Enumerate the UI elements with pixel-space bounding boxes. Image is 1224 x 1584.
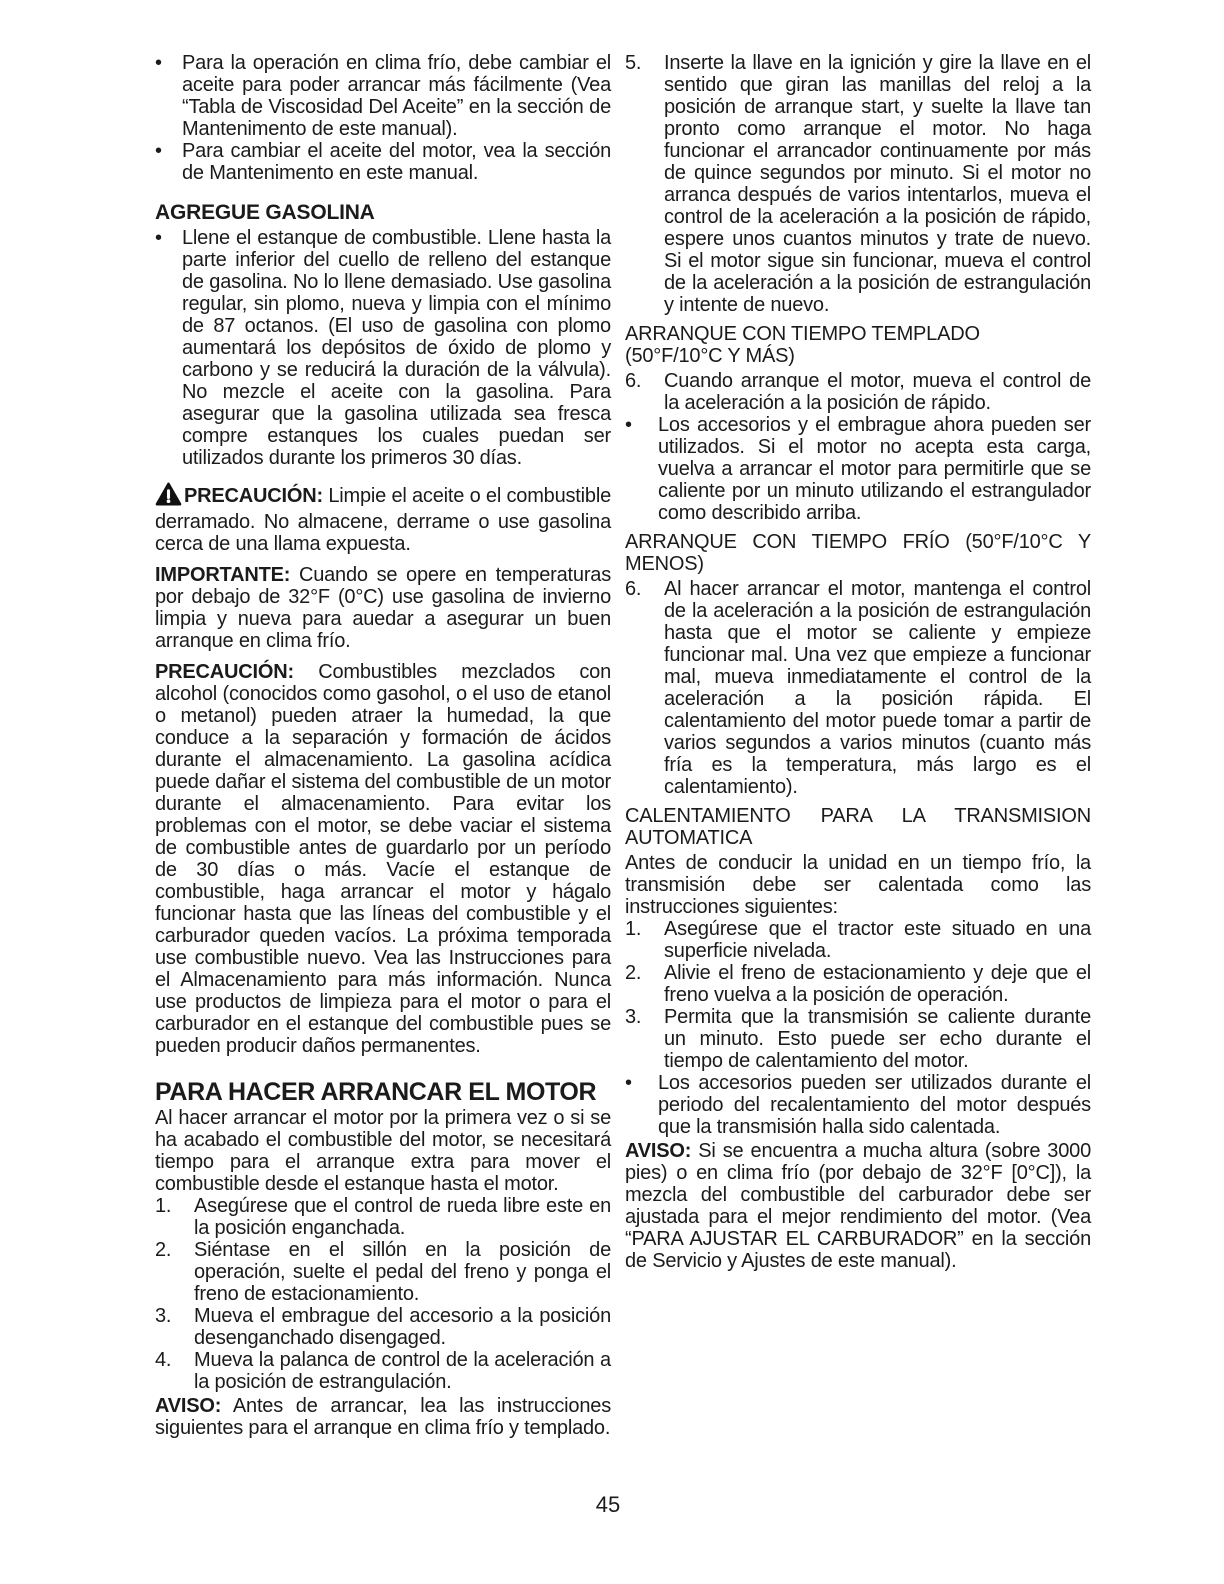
warmup-step-2 [625,962,1091,1006]
calentamiento-intro: Antes de conducir la unidad en un tiempo frío, la transmisión debe ser calentada como las instrucciones siguientes: [625,852,1091,918]
bullet-icon: • [155,52,162,74]
warmup-step-1 [625,918,1091,962]
aviso-note-right [625,1140,1091,1272]
step-6-templado [625,370,1091,414]
warmup-step-2-text: Alivie el freno de estacionamiento y deje que el freno vuelva a la posición de operación. [664,962,1091,1006]
start-step-3 [155,1305,611,1349]
accesorios-bullet-warmup [625,1072,1091,1138]
step-number: 2. [625,962,642,984]
subheading-templado-line1: ARRANQUE CON TIEMPO TEMPLADO [625,323,980,345]
arrancar-intro: Al hacer arrancar el motor por la primera vez o si se ha acabado el combustible del motor, se necesitará tiempo para el arranque extra para mover el combustible desde el estanque hasta el motor. [155,1107,611,1195]
precaucion-text: Combustibles mezclados con alcohol (conocidos como gasohol, o el uso de etanol o metanol) pueden atraer la humedad, la que conduce a la separación y formación de ácidos durante el almacenamiento. La gasolina acídica puede dañar el sistema del combustible de un motor durante el almacenamiento. Para evitar los problemas con el motor, se debe vaciar el sistema de combustible antes de guardarlo por un período de 30 días o más. Vacíe el estanque de combustible, haga arrancar el motor y hágalo funcionar hasta que las líneas del combustible y el carburador queden vacíos. La próxima temporada use combustible nuevo. Vea las Instrucciones para el Almacenamiento para más información. Nunca use productos de limpieza para el motor o para el carburador en el estanque del combustible pues se pueden producir daños permanentes. [155,661,611,1057]
start-step-1 [155,1195,611,1239]
bullet-icon: • [625,1072,632,1094]
start-step-4-text: Mueva la palanca de control de la aceleración a la posición de estrangulación. [194,1349,611,1393]
intro-bullet-1-text: Para la operación en clima frío, debe cambiar el aceite para poder arrancar más fácilmente (Vea “Tabla de Viscosidad Del Aceite” en la sección de Mantenimento de este manual). [182,52,611,140]
caution-alert [155,482,611,555]
aviso-left-label: AVISO: [155,1395,222,1417]
warmup-step-1-text: Asegúrese que el tractor este situado en una superficie nivelada. [664,918,1091,962]
subheading-calentamiento-transmision: CALENTAMIENTO PARA LA TRANSMISION AUTOMATICA [625,805,1091,849]
page-number: 45 [595,1492,621,1517]
step-5 [625,52,1091,316]
bullet-icon: • [625,414,632,436]
subheading-templado-line2: (50°F/10°C Y MÁS) [625,345,795,367]
accesorios-bullet-templado [625,414,1091,524]
importante-text: Cuando se opere en temperaturas por debajo de 32°F (0°C) use gasolina de invierno limpia y nueva para auedar a asegurar un buen arranque en clima frío. [155,564,611,652]
section-heading-arrancar-motor: PARA HACER ARRANCAR EL MOTOR [155,1078,597,1106]
step-6-frio [625,578,1091,798]
aviso-note-left [155,1395,611,1439]
step-6-frio-text: Al hacer arrancar el motor, mantenga el control de la aceleración a la posición de estrangulación hasta que el motor se caliente y empieze funcionar mal. Una vez que empieze a funcionar mal, mueva inmediatamente el control de la aceleración a la posición rápida. El calentamiento del motor puede tomar a partir de varios segundos a varios minutos (cuanto más fría es la temperatura, más largo es el calentamiento). [664,578,1091,798]
accesorios-bullet-templado-text: Los accesorios y el embrague ahora pueden ser utilizados. Si el motor no acepta esta carga, vuelva a arrancar el motor para permitirle que se caliente por un minuto utilizando el estrangulador como describido arriba. [658,414,1091,524]
section-heading-agregue-gasolina: AGREGUE GASOLINA [155,201,375,224]
accesorios-bullet-warmup-text: Los accesorios pueden ser utilizados durante el periodo del recalentamiento del motor después que la transmisión halla sido calentada. [658,1072,1091,1138]
step-6-templado-text: Cuando arranque el motor, mueva el control de la aceleración a la posición de rápido. [664,370,1091,414]
start-step-2-text: Siéntase en el sillón en la posición de operación, suelte el pedal del freno y ponga el freno de estacionamiento. [194,1239,611,1305]
intro-bullet-2-text: Para cambiar el aceite del motor, vea la sección de Mantenimento en este manual. [182,140,611,184]
start-step-4 [155,1349,611,1393]
step-number: 3. [155,1305,172,1327]
right-column [625,52,1091,1272]
fuel-fill-bullet [155,227,611,469]
start-step-2 [155,1239,611,1305]
importante-note [155,564,611,652]
precaucion-label: PRECAUCIÓN: [155,661,294,683]
aviso-right-label: AVISO: [625,1140,692,1162]
intro-bullet-1 [155,52,611,140]
warning-triangle-icon [155,482,182,511]
caution-alert-text: Limpie el aceite o el combustible derramado. No almacene, derrame o use gasolina cerca de una llama expuesta. [155,485,611,555]
aviso-left-text: Antes de arrancar, lea las instrucciones siguientes para el arranque en clima frío y templado. [155,1395,611,1439]
step-number: 4. [155,1349,172,1371]
step-number: 2. [155,1239,172,1261]
step-number: 6. [625,370,642,392]
aviso-right-text: Si se encuentra a mucha altura (sobre 3000 pies) o en clima frío (por debajo de 32°F [0°C]), la mezcla del combustible del carburador debe ser ajustada para el mejor rendimiento del motor. (Vea “PARA AJUSTAR EL CARBURADOR” en la sección de Servicio y Ajustes de este manual). [625,1140,1091,1272]
fuel-fill-bullet-text: Llene el estanque de combustible. Llene hasta la parte inferior del cuello de relleno del estanque de gasolina. No lo llene demasiado. Use gasolina regular, sin plomo, nueva y limpia con el mínimo de 87 octanos. (El uso de gasolina con plomo aumentará los depósitos de óxido de plomo y carbono y se reducirá la duración de la válvula). No mezcle el aceite con la gasolina. Para asegurar que la gasolina utilizada sea fresca compre estanques los cuales puedan ser utilizados durante los primeros 30 días. [182,227,611,469]
importante-label: IMPORTANTE: [155,564,291,586]
subheading-arranque-frio: ARRANQUE CON TIEMPO FRÍO (50°F/10°C Y MENOS) [625,531,1091,575]
precaucion-note [155,661,611,1057]
step-number: 1. [625,918,642,940]
step-number: 5. [625,52,642,74]
start-step-3-text: Mueva el embrague del accesorio a la posición desenganchado disengaged. [194,1305,611,1349]
caution-alert-label: PRECAUCIÓN: [184,485,323,507]
step-number: 1. [155,1195,172,1217]
bullet-icon: • [155,227,162,249]
step-number: 6. [625,578,642,600]
subheading-arranque-templado [625,323,1091,367]
warmup-step-3-text: Permita que la transmisión se caliente durante un minuto. Esto puede ser echo durante el tiempo de calentamiento del motor. [664,1006,1091,1072]
bullet-icon: • [155,140,162,162]
step-5-text: Inserte la llave en la ignición y gire la llave en el sentido que giran las manillas del reloj a la posición de arranque start, y suelte la llave tan pronto como arranque el motor. No haga funcionar el arrancador continuamente por más de quince segundos por minuto. Si el motor no arranca después de varios intentarlos, mueva el control de la aceleración a la posición de rápido, espere unos cuantos minutos y trate de nuevo. Si el motor sigue sin funcionar, mueva el control de la aceleración a la posición de estrangulación y intente de nuevo. [664,52,1091,316]
left-column [155,52,611,1439]
intro-bullet-2 [155,140,611,184]
step-number: 3. [625,1006,642,1028]
warmup-step-3 [625,1006,1091,1072]
start-step-1-text: Asegúrese que el control de rueda libre este en la posición enganchada. [194,1195,611,1239]
